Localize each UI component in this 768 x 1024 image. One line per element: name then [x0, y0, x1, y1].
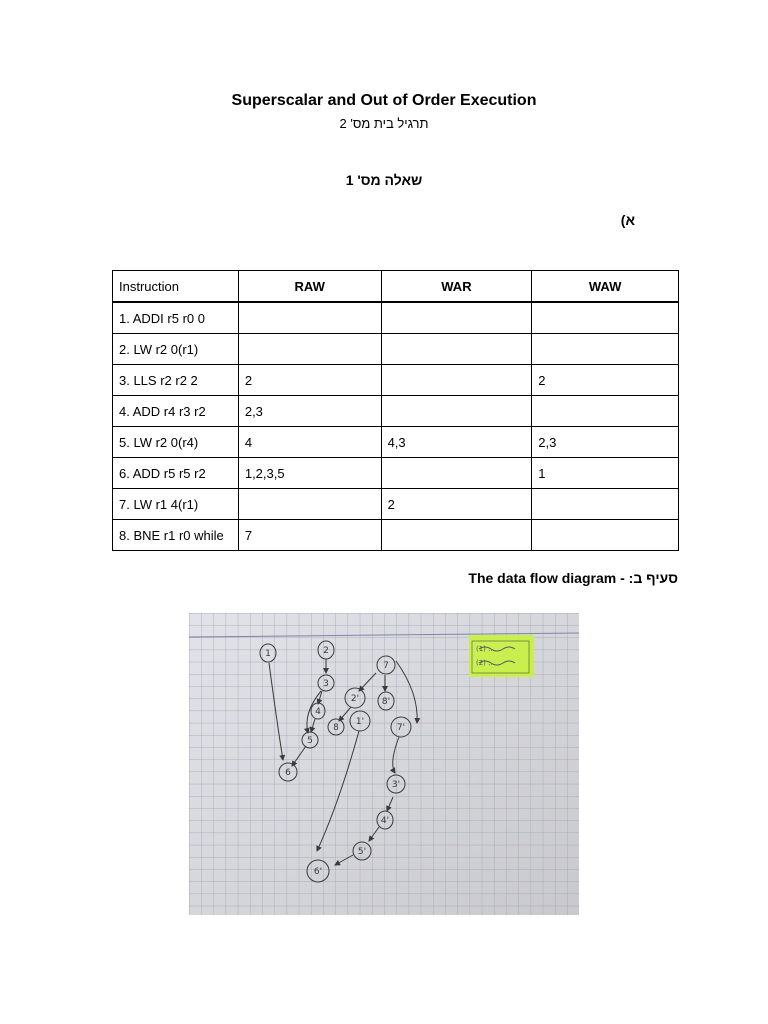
war-cell: [381, 520, 532, 551]
node-label: 2': [350, 694, 360, 704]
table-row: [113, 489, 679, 520]
node-label: 6': [313, 867, 323, 877]
table-row: [113, 458, 679, 489]
node-label: 1: [265, 649, 271, 659]
node-label: 3: [323, 679, 329, 689]
node-label: 7': [396, 723, 406, 733]
question-heading: שאלה מס' 1: [345, 172, 423, 188]
legend-label: (2) ...: [476, 659, 495, 667]
dataflow-heading-en: The data flow diagram -: [468, 570, 629, 586]
table-row: [113, 427, 679, 458]
raw-cell: [238, 334, 381, 365]
raw-cell: 4: [238, 427, 381, 458]
waw-cell: 1: [532, 458, 679, 489]
node-label: 5': [357, 847, 367, 857]
instruction-cell: 6. ADD r5 r5 r2: [113, 458, 239, 489]
node-label: 2: [323, 646, 329, 656]
raw-cell: 1,2,3,5: [238, 458, 381, 489]
instruction-cell: 3. LLS r2 r2 2: [113, 365, 239, 396]
header-instruction: Instruction: [113, 271, 239, 303]
hazards-table: [112, 270, 679, 551]
instruction-cell: 2. LW r2 0(r1): [113, 334, 239, 365]
waw-cell: [532, 302, 679, 334]
war-cell: [381, 396, 532, 427]
table-row: [113, 520, 679, 551]
dataflow-diagram: [189, 613, 579, 915]
node-label: 1': [355, 717, 365, 727]
war-cell: [381, 334, 532, 365]
header-waw: WAW: [532, 271, 679, 303]
legend-label: (1) ...: [476, 645, 495, 653]
waw-cell: 2,3: [532, 427, 679, 458]
war-cell: [381, 302, 532, 334]
node-label: 4': [380, 816, 390, 826]
dataflow-photo: [189, 613, 579, 915]
node-label: 5: [307, 736, 313, 746]
table-row: [113, 334, 679, 365]
waw-cell: [532, 489, 679, 520]
sticky-note: [469, 635, 534, 677]
instruction-cell: 7. LW r1 4(r1): [113, 489, 239, 520]
node-label: 3': [391, 780, 401, 790]
instruction-cell: 4. ADD r4 r3 r2: [113, 396, 239, 427]
waw-cell: [532, 396, 679, 427]
node-label: 4: [315, 707, 321, 717]
war-cell: [381, 365, 532, 396]
instruction-cell: 1. ADDI r5 r0 0: [113, 302, 239, 334]
section-a-label: א): [620, 212, 635, 228]
table-row: [113, 302, 679, 334]
raw-cell: 2,3: [238, 396, 381, 427]
node-label: 7: [383, 661, 389, 671]
waw-cell: [532, 334, 679, 365]
table-row: [113, 396, 679, 427]
war-cell: 2: [381, 489, 532, 520]
table-row: [113, 365, 679, 396]
header-war: WAR: [381, 271, 532, 303]
raw-cell: 7: [238, 520, 381, 551]
raw-cell: [238, 302, 381, 334]
page-subtitle: תרגיל בית מס' 2: [339, 116, 429, 131]
page-title: Superscalar and Out of Order Execution: [231, 92, 537, 109]
table-header-row: [113, 271, 679, 303]
war-cell: [381, 458, 532, 489]
node-label: 8: [333, 723, 339, 733]
header-raw: RAW: [238, 271, 381, 303]
waw-cell: [532, 520, 679, 551]
instruction-cell: 8. BNE r1 r0 while: [113, 520, 239, 551]
dataflow-heading: [468, 570, 678, 586]
waw-cell: 2: [532, 365, 679, 396]
node-label: 6: [285, 768, 291, 778]
war-cell: 4,3: [381, 427, 532, 458]
dataflow-heading-he: סעיף ב:: [628, 570, 678, 586]
instruction-cell: 5. LW r2 0(r4): [113, 427, 239, 458]
raw-cell: [238, 489, 381, 520]
raw-cell: 2: [238, 365, 381, 396]
node-label: 8': [381, 697, 391, 707]
